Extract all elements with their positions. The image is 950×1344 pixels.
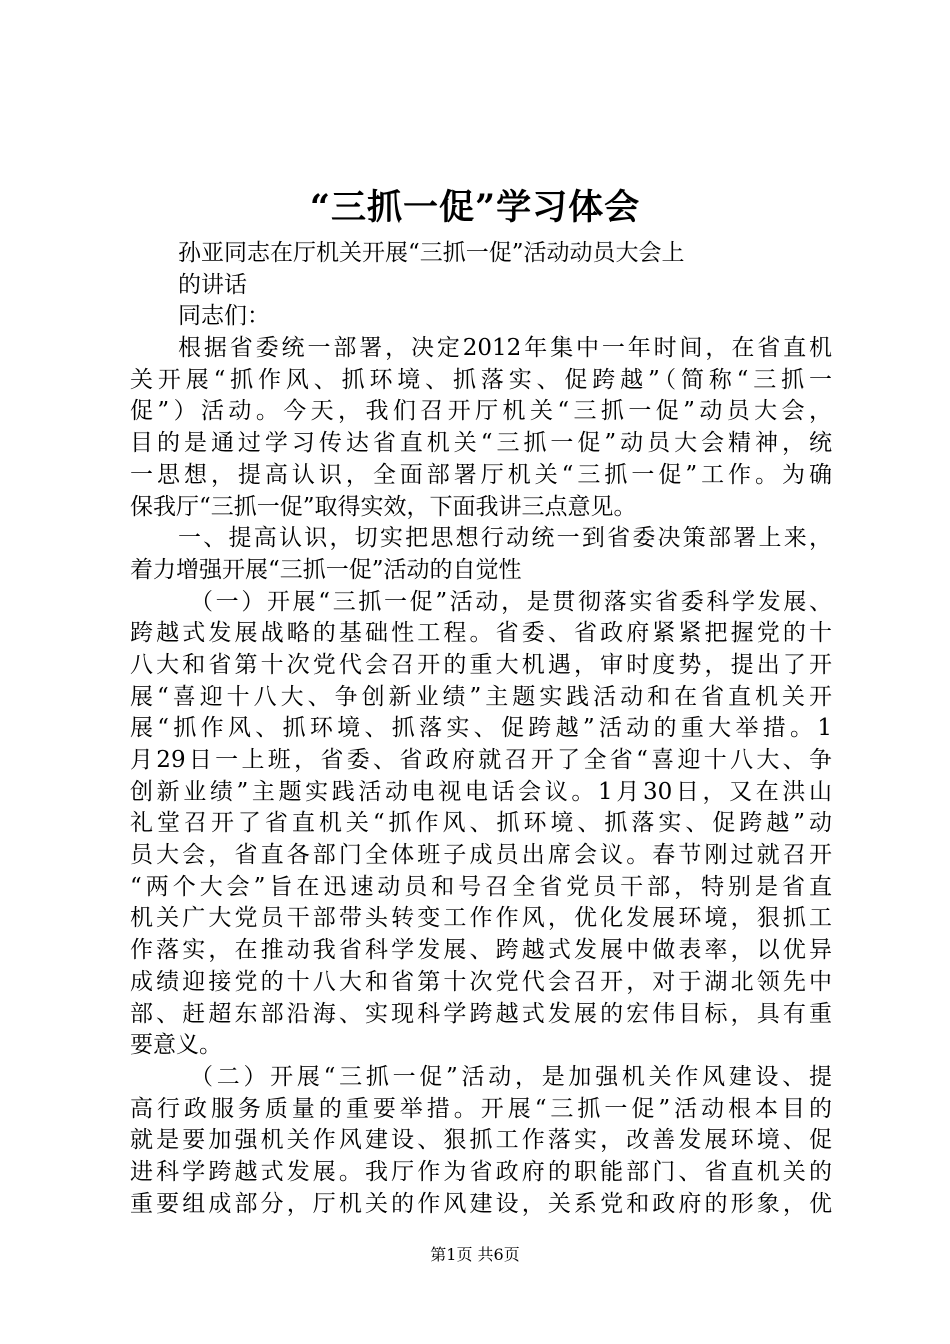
text-line: 展“喜迎十八大、争创新业绩”主题实践活动和在省直机关开 xyxy=(130,683,832,710)
text-line: 重要组成部分，厅机关的作风建设，关系党和政府的形象，优 xyxy=(130,1190,832,1217)
document-body xyxy=(130,238,832,1220)
text-line: 目的是通过学习传达省直机关“三抓一促”动员大会精神，统 xyxy=(130,430,832,457)
text-line: 跨越式发展战略的基础性工程。省委、省政府紧紧把握党的十 xyxy=(130,620,832,647)
text-line: 员大会，省直各部门全体班子成员出席会议。春节刚过就召开 xyxy=(130,842,832,869)
text-line: 的讲话 xyxy=(178,271,247,298)
text-line: 创新业绩”主题实践活动电视电话会议。1月30日，又在洪山 xyxy=(130,778,832,805)
text-line: 部、赶超东部沿海、实现科学跨越式发展的宏伟目标，具有重 xyxy=(130,1000,832,1027)
text-line: 一、提高认识，切实把思想行动统一到省委决策部署上来， xyxy=(178,525,832,552)
text-line: 根据省委统一部署，决定2012年集中一年时间，在省直机 xyxy=(178,335,832,362)
text-line: 展“抓作风、抓环境、抓落实、促跨越”活动的重大举措。1 xyxy=(130,715,832,742)
text-line: 促”）活动。今天，我们召开厅机关“三抓一促”动员大会， xyxy=(130,398,832,425)
text-line: 关开展“抓作风、抓环境、抓落实、促跨越”（简称“三抓一 xyxy=(130,366,832,393)
document-title: “三抓一促”学习体会 xyxy=(309,187,641,228)
text-line: 成绩迎接党的十八大和省第十次党代会召开，对于湖北领先中 xyxy=(130,968,832,995)
page-footer: 第1页 共6页 xyxy=(430,1245,520,1264)
text-line: 高行政服务质量的重要举措。开展“三抓一促”活动根本目的 xyxy=(130,1095,832,1122)
text-line: 一思想，提高认识，全面部署厅机关“三抓一促”工作。为确 xyxy=(130,461,832,488)
text-line: 月29日一上班，省委、省政府就召开了全省“喜迎十八大、争 xyxy=(130,747,832,773)
text-line: 进科学跨越式发展。我厅作为省政府的职能部门、省直机关的 xyxy=(130,1158,832,1185)
text-line: 八大和省第十次党代会召开的重大机遇，审时度势，提出了开 xyxy=(130,651,832,678)
text-line: 着力增强开展“三抓一促”活动的自觉性 xyxy=(130,556,522,583)
text-line: 孙亚同志在厅机关开展“三抓一促”活动动员大会上 xyxy=(178,240,685,266)
text-line: 保我厅“三抓一促”取得实效，下面我讲三点意见。 xyxy=(130,493,637,520)
text-line: 礼堂召开了省直机关“抓作风、抓环境、抓落实、促跨越”动 xyxy=(130,810,832,837)
text-line: “两个大会”旨在迅速动员和号召全省党员干部，特别是省直 xyxy=(130,873,832,900)
text-line: 同志们： xyxy=(178,303,270,330)
text-line: 作落实，在推动我省科学发展、跨越式发展中做表率，以优异 xyxy=(130,937,832,964)
text-line: （二）开展“三抓一促”活动，是加强机关作风建设、提 xyxy=(190,1063,832,1090)
text-line: 就是要加强机关作风建设、狠抓工作落实，改善发展环境、促 xyxy=(130,1127,832,1154)
text-line: 要意义。 xyxy=(130,1032,222,1059)
text-line: 机关广大党员干部带头转变工作作风，优化发展环境，狠抓工 xyxy=(130,905,832,932)
text-line: （一）开展“三抓一促”活动，是贯彻落实省委科学发展、 xyxy=(190,588,832,615)
